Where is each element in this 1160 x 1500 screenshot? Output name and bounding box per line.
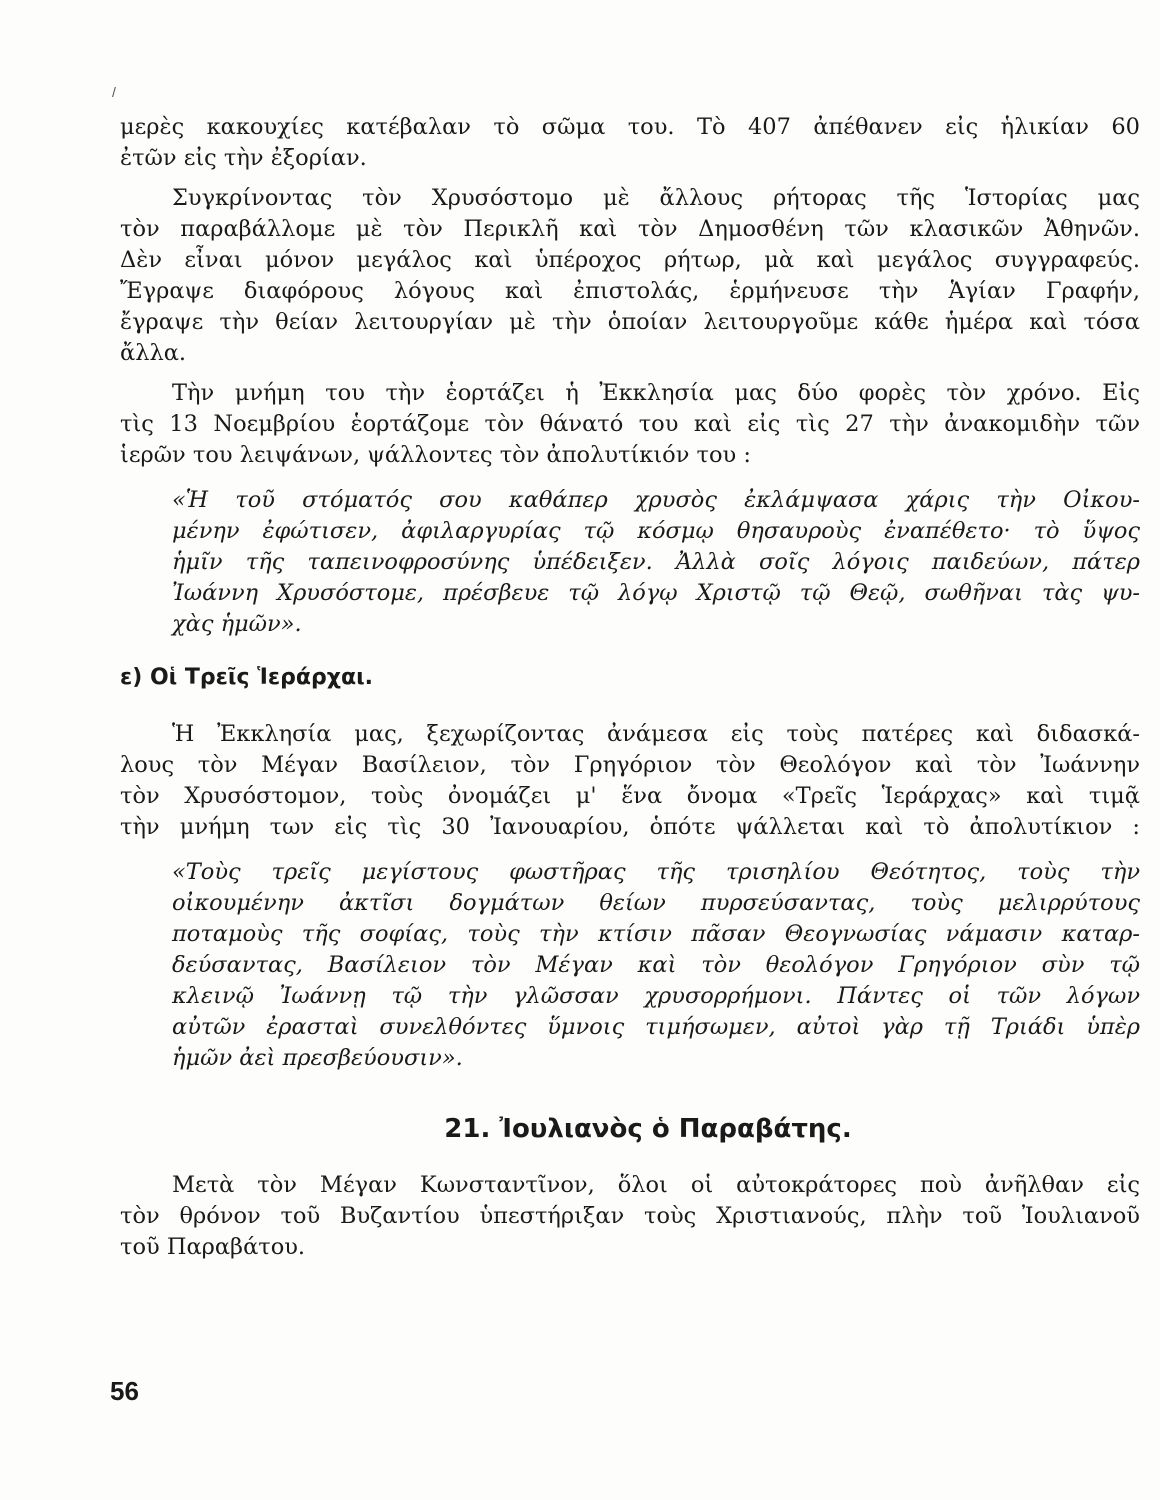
- text-line: Τὴν μνήμη του τὴν ἑορτάζει ἡ Ἐκκλησία μας δύο φορὲς τὸν χρόνο. Εἰς: [172, 380, 1140, 406]
- chapter-heading: 21. Ἰουλιανὸς ὁ Παραβάτης.: [444, 1114, 852, 1144]
- margin-tick-mark: /: [112, 84, 116, 100]
- page-body: [120, 112, 1140, 1263]
- paragraph-3: [120, 378, 1140, 471]
- text-line: Ἰωάννη Χρυσόστομε, πρέσβευε τῷ λόγῳ Χριστῷ τῷ Θεῷ, σωθῆναι τὰς ψυ-: [172, 580, 1140, 606]
- text-line: ἡμῶν ἀεὶ πρεσβεύουσιν».: [172, 1045, 463, 1071]
- text-line: ἄλλα.: [120, 340, 187, 366]
- text-line: τὶς 13 Νοεμβρίου ἑορτάζομε τὸν θάνατό του καὶ εἰς τὶς 27 τὴν ἀνακομιδὴν τῶν: [120, 411, 1140, 437]
- text-line: ἱερῶν του λειψάνων, ψάλλοντες τὸν ἀπολυτίκιόν του :: [120, 442, 751, 468]
- text-line: Συγκρίνοντας τὸν Χρυσόστομο μὲ ἄλλους ρήτορας τῆς Ἱστορίας μας: [172, 185, 1140, 211]
- text-line: μερὲς κακουχίες κατέβαλαν τὸ σῶμα του. Τὸ 407 ἀπέθανεν εἰς ἡλικίαν 60: [120, 114, 1140, 140]
- paragraph-1: [120, 112, 1140, 174]
- text-line: «Ἡ τοῦ στόματός σου καθάπερ χρυσὸς ἐκλάμψασα χάρις τὴν Οἰκου-: [172, 487, 1140, 513]
- text-line: κλεινῷ Ἰωάννῃ τῷ τὴν γλῶσσαν χρυσορρήμονι. Πάντες οἱ τῶν λόγων: [172, 983, 1140, 1009]
- text-line: ἐτῶν εἰς τὴν ἐξορίαν.: [120, 145, 367, 171]
- text-line: ἡμῖν τῆς ταπεινοφροσύνης ὑπέδειξεν. Ἀλλὰ σοῖς λόγοις παιδεύων, πάτερ: [172, 549, 1140, 575]
- text-line: αὐτῶν ἐρασταὶ συνελθόντες ὕμνοις τιμήσωμεν, αὐτοὶ γὰρ τῇ Τριάδι ὑπὲρ: [172, 1014, 1140, 1040]
- text-line: τὸν παραβάλλομε μὲ τὸν Περικλῆ καὶ τὸν Δημοσθένη τῶν κλασικῶν Ἀθηνῶν.: [120, 216, 1140, 242]
- paragraph-4: [120, 719, 1140, 843]
- section-heading: ε) Οἱ Τρεῖς Ἱεράρχαι.: [120, 665, 374, 690]
- paragraph-5: [120, 1170, 1140, 1263]
- text-line: τὴν μνήμη των εἰς τὶς 30 Ἰανουαρίου, ὁπότε ψάλλεται καὶ τὸ ἀπολυτίκιον :: [120, 814, 1140, 840]
- quote-apolytikion-three-hierarchs: [120, 857, 1140, 1074]
- paragraph-2: [120, 183, 1140, 369]
- text-line: Ἡ Ἐκκλησία μας, ξεχωρίζοντας ἀνάμεσα εἰς τοὺς πατέρες καὶ διδασκά-: [172, 721, 1140, 747]
- text-line: οἰκουμένην ἀκτῖσι δογμάτων θείων πυρσεύσαντας, τοὺς μελιρρύτους: [172, 890, 1140, 916]
- text-line: Δὲν εἶναι μόνον μεγάλος καὶ ὑπέροχος ρήτωρ, μὰ καὶ μεγάλος συγγραφεύς.: [120, 247, 1140, 273]
- text-line: τὸν θρόνον τοῦ Βυζαντίου ὑπεστήριξαν τοὺς Χριστιανούς, πλὴν τοῦ Ἰουλιανοῦ: [120, 1203, 1140, 1229]
- text-line: τὸν Χρυσόστομον, τοὺς ὀνομάζει μ' ἕνα ὄνομα «Τρεῖς Ἱεράρχας» καὶ τιμᾷ: [120, 783, 1140, 809]
- text-line: Μετὰ τὸν Μέγαν Κωνσταντῖνον, ὅλοι οἱ αὐτοκράτορες ποὺ ἀνῆλθαν εἰς: [172, 1172, 1140, 1198]
- page-number: 56: [110, 1376, 139, 1406]
- text-line: λους τὸν Μέγαν Βασίλειον, τὸν Γρηγόριον τὸν Θεολόγον καὶ τὸν Ἰωάννην: [120, 752, 1140, 778]
- quote-apolytikion-chrysostom: [120, 485, 1140, 640]
- text-line: δεύσαντας, Βασίλειον τὸν Μέγαν καὶ τὸν θεολόγον Γρηγόριον σὺν τῷ: [172, 952, 1140, 978]
- text-line: «Τοὺς τρεῖς μεγίστους φωστῆρας τῆς τρισηλίου Θεότητος, τοὺς τὴν: [172, 859, 1140, 885]
- text-line: ἔγραψε τὴν θείαν λειτουργίαν μὲ τὴν ὁποίαν λειτουργοῦμε κάθε ἡμέρα καὶ τόσα: [120, 309, 1140, 335]
- text-line: Ἔγραψε διαφόρους λόγους καὶ ἐπιστολάς, ἑρμήνευσε τὴν Ἁγίαν Γραφήν,: [120, 278, 1140, 304]
- text-line: ποταμοὺς τῆς σοφίας, τοὺς τὴν κτίσιν πᾶσαν Θεογνωσίας νάμασιν καταρ-: [172, 921, 1140, 947]
- text-line: μένην ἐφώτισεν, ἀφιλαργυρίας τῷ κόσμῳ θησαυροὺς ἐναπέθετο· τὸ ὕψος: [172, 518, 1140, 544]
- text-line: χὰς ἡμῶν».: [172, 611, 302, 637]
- text-line: τοῦ Παραβάτου.: [120, 1234, 306, 1260]
